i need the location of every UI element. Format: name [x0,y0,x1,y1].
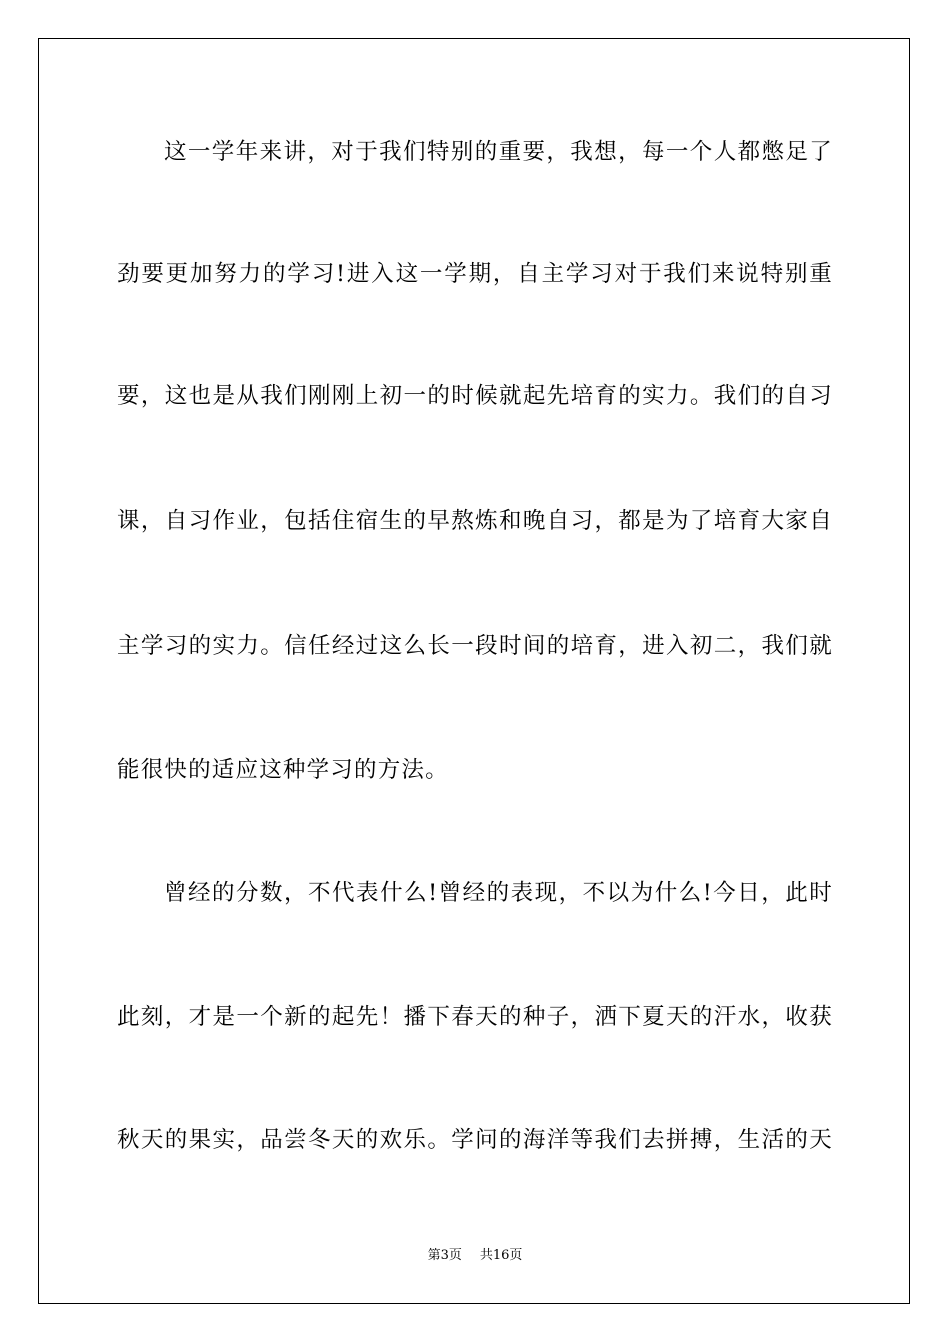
page-total: 共16页 [479,1248,523,1263]
text-line: 课，自习作业，包括住宿生的早熬炼和晚自习，都是为了培育大家自 [117,508,833,534]
page-number: 第3页 [427,1248,462,1263]
text-line: 这一学年来讲，对于我们特别的重要，我想，每一个人都憋足了 [164,139,833,165]
page-footer [0,1247,950,1265]
text-line: 劲要更加努力的学习!进入这一学期，自主学习对于我们来说特别重 [117,261,833,287]
page-frame [38,38,910,1304]
text-line: 要，这也是从我们刚刚上初一的时候就起先培育的实力。我们的自习 [117,383,833,409]
text-line: 主学习的实力。信任经过这么长一段时间的培育，进入初二，我们就 [117,633,833,659]
text-line: 此刻，才是一个新的起先！播下春天的种子，洒下夏天的汗水，收获 [117,1004,833,1030]
text-line: 曾经的分数，不代表什么!曾经的表现，不以为什么!今日，此时 [164,880,833,906]
text-line: 能很快的适应这种学习的方法。 [117,757,449,783]
text-line: 秋天的果实，品尝冬天的欢乐。学问的海洋等我们去拼搏，生活的天 [117,1127,833,1153]
